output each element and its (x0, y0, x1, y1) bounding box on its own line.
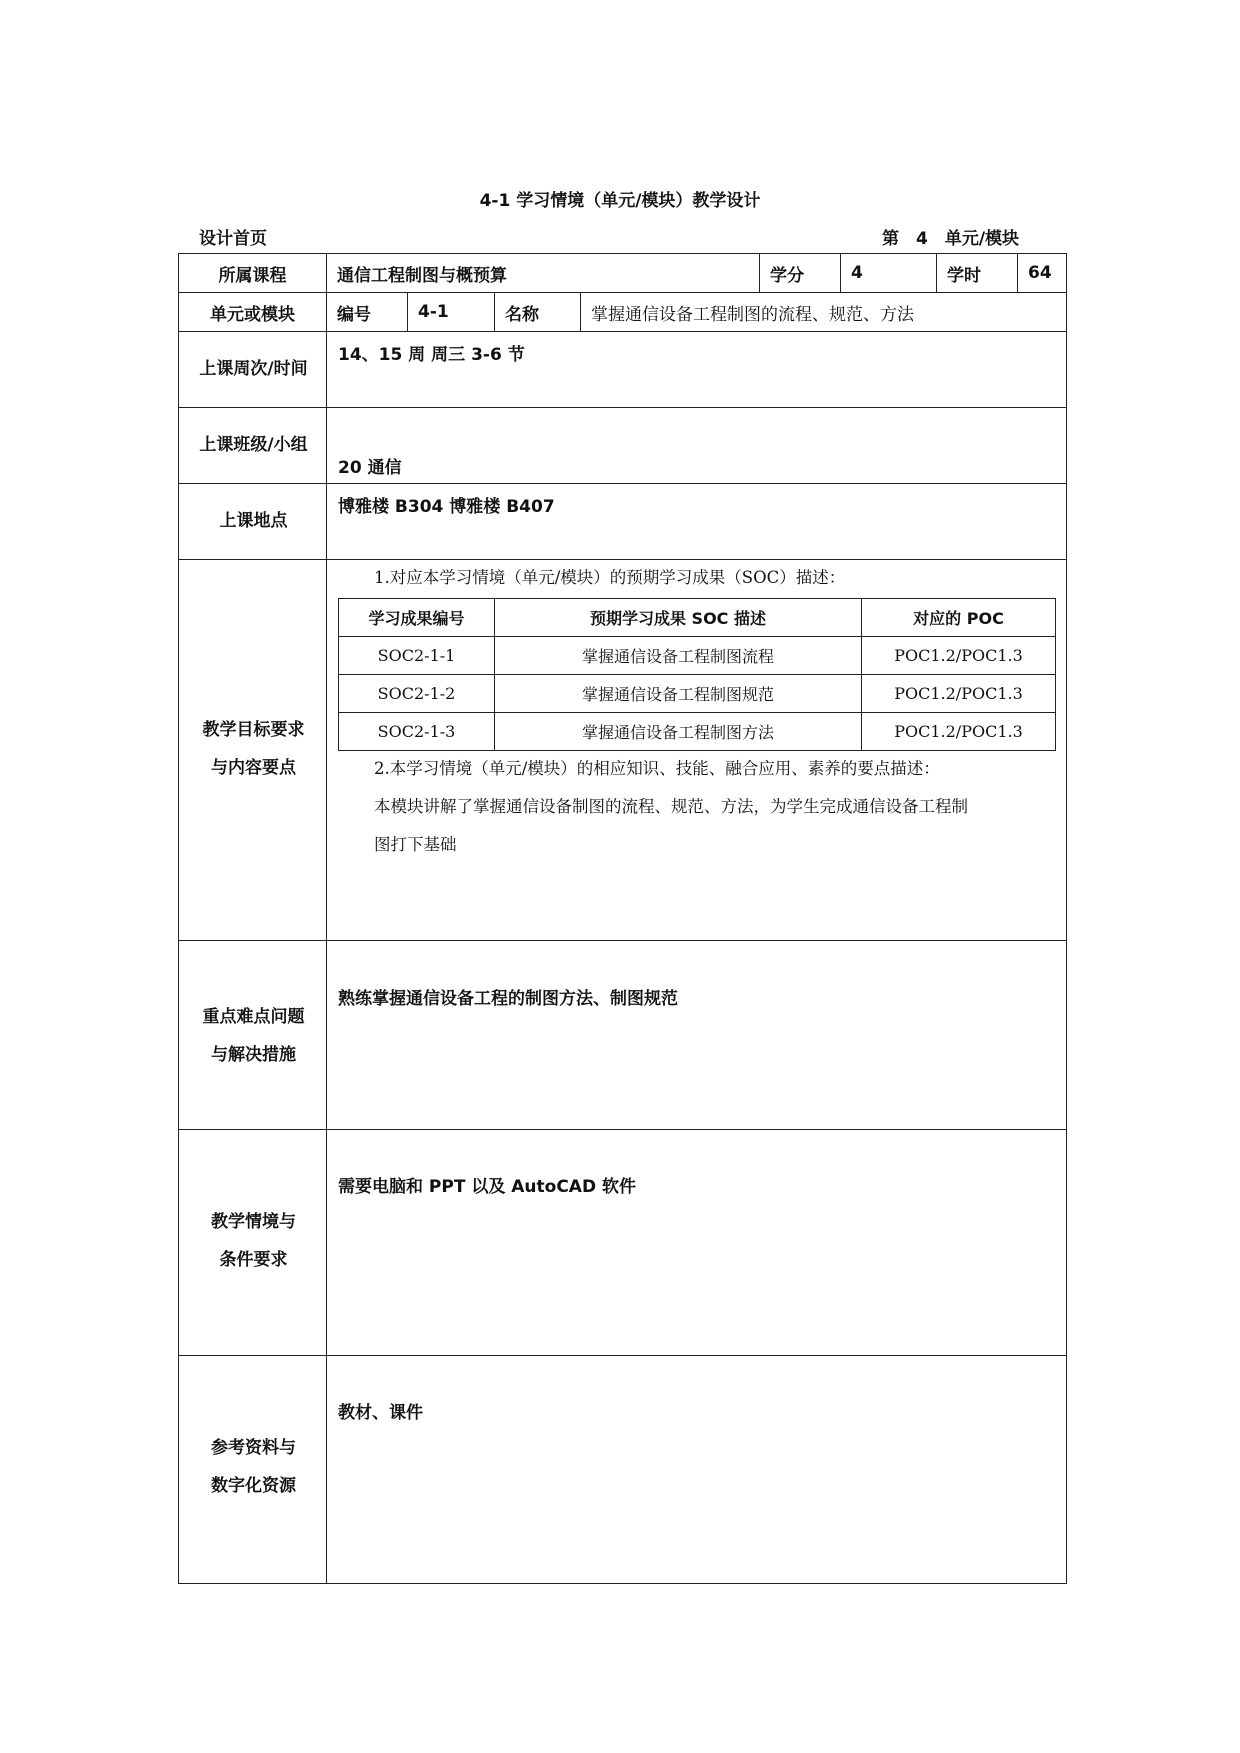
key-points-value: 熟练掌握通信设备工程的制图方法、制图规范 (338, 989, 678, 1009)
key-points-label-line2: 与解决措施 (211, 1045, 296, 1065)
credit-value: 4 (841, 254, 937, 292)
soc-table (338, 598, 1056, 751)
table-row (339, 713, 1056, 751)
course-value: 通信工程制图与概预算 (327, 254, 760, 292)
unit-label: 单元或模块 (179, 293, 327, 331)
column-header: 学习成果编号 (339, 599, 495, 637)
design-home-label: 设计首页 (199, 229, 267, 249)
schedule-value: 14、15 周 周三 3-6 节 (338, 345, 525, 365)
key-points-label-line1: 重点难点问题 (202, 1007, 305, 1027)
course-label: 所属课程 (179, 254, 327, 292)
name-value: 掌握通信设备工程制图的流程、规范、方法 (591, 304, 914, 325)
table-cell: 掌握通信设备工程制图规范 (495, 675, 862, 713)
table-cell: POC1.2/POC1.3 (862, 637, 1056, 675)
row-divider (178, 940, 1067, 941)
row-divider (178, 1355, 1067, 1356)
code-value: 4-1 (408, 293, 495, 331)
class-group-label: 上课班级/小组 (199, 435, 308, 455)
conditions-label-line1: 教学情境与 (211, 1212, 296, 1232)
table-cell: POC1.2/POC1.3 (862, 713, 1056, 751)
objectives-intro: 1.对应本学习情境（单元/模块）的预期学习成果（SOC）描述： (374, 568, 846, 587)
page-title: 4-1 学习情境（单元/模块）教学设计 (479, 191, 761, 211)
name-label: 名称 (495, 293, 581, 331)
unit-row (178, 292, 1067, 332)
table-cell: POC1.2/POC1.3 (862, 675, 1056, 713)
objectives-desc-line1: 本模块讲解了掌握通信设备制图的流程、规范、方法，为学生完成通信设备工程制 (374, 797, 968, 816)
resources-label-line2: 数字化资源 (211, 1476, 296, 1496)
unit-number-label: 第 4 单元/模块 (882, 229, 1020, 249)
location-label: 上课地点 (219, 511, 288, 531)
row-divider (178, 407, 1067, 408)
row-divider (178, 1129, 1067, 1130)
table-row (339, 675, 1056, 713)
column-header: 预期学习成果 SOC 描述 (495, 599, 862, 637)
course-row (178, 253, 1067, 293)
table-cell: 掌握通信设备工程制图流程 (495, 637, 862, 675)
table-header-row (339, 599, 1056, 637)
conditions-value: 需要电脑和 PPT 以及 AutoCAD 软件 (338, 1177, 636, 1197)
table-row (339, 637, 1056, 675)
resources-label-line1: 参考资料与 (211, 1438, 296, 1458)
resources-value: 教材、课件 (338, 1403, 423, 1423)
code-label: 编号 (327, 293, 408, 331)
objectives-point2: 2.本学习情境（单元/模块）的相应知识、技能、融合应用、素养的要点描述： (374, 759, 940, 778)
credit-label: 学分 (760, 254, 841, 292)
conditions-label-line2: 条件要求 (219, 1250, 288, 1270)
table-cell: 掌握通信设备工程制图方法 (495, 713, 862, 751)
location-value: 博雅楼 B304 博雅楼 B407 (338, 497, 555, 517)
objectives-label-line1: 教学目标要求 (202, 720, 305, 740)
row-divider (178, 483, 1067, 484)
class-group-value: 20 通信 (338, 458, 402, 478)
hours-value: 64 (1028, 263, 1052, 283)
objectives-desc-line2: 图打下基础 (374, 835, 457, 854)
table-cell: SOC2-1-2 (339, 675, 495, 713)
column-header: 对应的 POC (862, 599, 1056, 637)
schedule-label: 上课周次/时间 (199, 359, 308, 379)
table-cell: SOC2-1-1 (339, 637, 495, 675)
objectives-label-line2: 与内容要点 (211, 758, 296, 778)
table-cell: SOC2-1-3 (339, 713, 495, 751)
hours-label: 学时 (937, 254, 1018, 292)
